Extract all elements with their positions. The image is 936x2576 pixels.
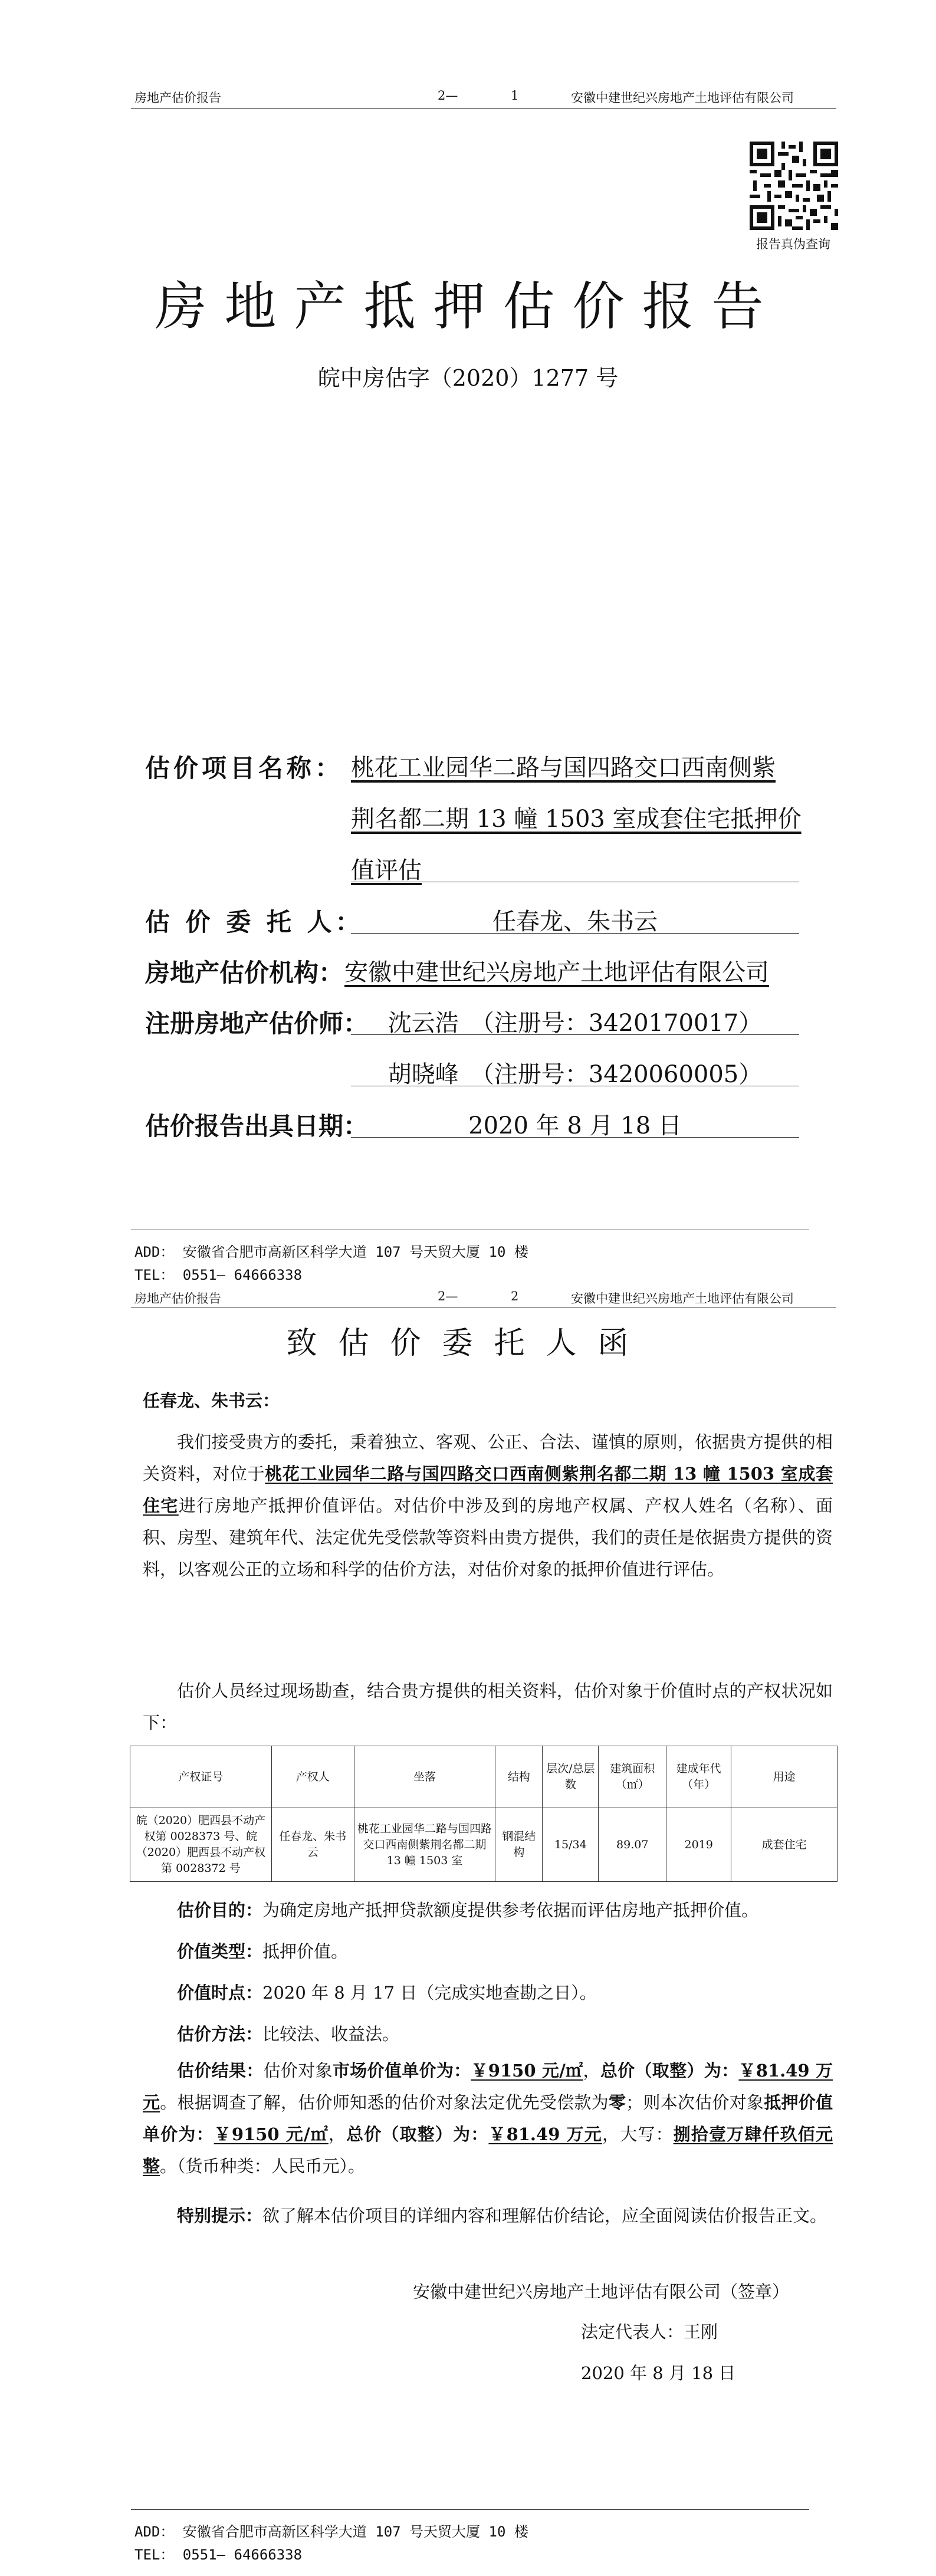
project-name-line-1: 桃花工业园华二路与国四路交口西南侧紫 xyxy=(351,754,776,781)
table-row xyxy=(130,1808,838,1882)
table-header-cell: 用途 xyxy=(731,1746,838,1808)
header-page-number: 1 xyxy=(511,88,519,103)
table-cell: 钢混结构 xyxy=(495,1808,543,1882)
paragraph-1: 我们接受贵方的委托，秉着独立、客观、公正、合法、谨慎的原则，依据贵方提供的相关资料，对位于桃花工业园华二路与国四路交口西南侧紫荆名都二期 13 幢 1503 室成套住宅进行房地产抵押价值评估。对估价中涉及到的房地产权属、产权人姓名（名称）、面积、房型、建筑年代、法定优先受偿款等资料由贵方提供，我们的责任是依据贵方提供的资料，以客观公正的立场和科学的估价方法，对估价对象的抵押价值进行评估。 xyxy=(143,1432,833,1579)
agency-value: 安徽中建世纪兴房地产土地评估有限公司 xyxy=(344,959,769,986)
signature-company: 安徽中建世纪兴房地产土地评估有限公司（签章） xyxy=(413,2282,790,2302)
table-header-cell: 建筑面积（㎡） xyxy=(599,1746,666,1808)
table-header-cell: 坐落 xyxy=(354,1746,495,1808)
client-label: 估 价 委 托 人： xyxy=(145,908,364,937)
footer-tel: TEL： 0551— 64666338 xyxy=(134,1267,303,1283)
table-header-cell: 建成年代（年） xyxy=(666,1746,731,1808)
table-cell: 2019 xyxy=(666,1808,731,1882)
table-header-row xyxy=(130,1746,838,1808)
footer-rule xyxy=(131,2509,809,2510)
table-header-cell: 产权人 xyxy=(271,1746,354,1808)
footer-tel: TEL： 0551— 64666338 xyxy=(134,2547,303,2563)
header-page-number: 2 xyxy=(511,1289,519,1303)
value-date-line: 价值时点：2020 年 8 月 17 日（完成实地查勘之日）。 xyxy=(177,1983,597,2003)
signature-representative: 法定代表人：王刚 xyxy=(581,2322,718,2342)
report-date-label: 估价报告出具日期： xyxy=(145,1112,369,1141)
report-number: 皖中房估字（2020）1277 号 xyxy=(317,365,619,391)
value-type-line: 价值类型：抵押价值。 xyxy=(177,1941,349,1961)
report-date-underline xyxy=(351,1137,799,1138)
table-cell: 皖（2020）肥西县不动产权第 0028373 号、皖（2020）肥西县不动产权第 0028372 号 xyxy=(130,1808,272,1882)
letter-title: 致估价委托人函 xyxy=(286,1326,650,1361)
table-cell: 任春龙、朱书云 xyxy=(271,1808,354,1882)
qr-label: 报告真伪查询 xyxy=(756,237,830,251)
qr-code-icon xyxy=(750,142,838,230)
agency-label: 房地产估价机构： xyxy=(145,958,344,987)
client-value: 任春龙、朱书云 xyxy=(492,908,658,935)
table-cell: 成套住宅 xyxy=(731,1808,838,1882)
table-header-cell: 层次/总层数 xyxy=(543,1746,599,1808)
footer-address: ADD： 安徽省合肥市高新区科学大道 107 号天贸大厦 10 楼 xyxy=(134,2524,528,2540)
header-page-prefix: 2— xyxy=(438,88,458,103)
report-title: 房地产抵押估价报告 xyxy=(155,276,781,337)
table-header-cell: 产权证号 xyxy=(130,1746,272,1808)
appraiser-label: 注册房地产估价师： xyxy=(145,1009,369,1038)
header-title: 房地产估价报告 xyxy=(134,1292,221,1306)
signature-date: 2020 年 8 月 18 日 xyxy=(581,2363,736,2383)
purpose-line: 估价目的：为确定房地产抵押贷款额度提供参考依据而评估房地产抵押价值。 xyxy=(177,1900,759,1920)
project-name-line-3: 值评估 xyxy=(351,857,422,884)
salutation: 任春龙、朱书云： xyxy=(143,1391,280,1411)
footer-address: ADD： 安徽省合肥市高新区科学大道 107 号天贸大厦 10 楼 xyxy=(134,1244,528,1260)
client-underline xyxy=(351,933,799,934)
header-company: 安徽中建世纪兴房地产土地评估有限公司 xyxy=(571,91,794,105)
project-name-label: 估价项目名称： xyxy=(145,754,344,783)
table-cell: 桃花工业园华二路与国四路交口西南侧紫荆名都二期 13 幢 1503 室 xyxy=(354,1808,495,1882)
project-name-line-2: 荆名都二期 13 幢 1503 室成套住宅抵押价 xyxy=(351,806,802,833)
appraiser-1: 沈云浩 （注册号：3420170017） xyxy=(387,1010,763,1037)
table-cell: 89.07 xyxy=(599,1808,666,1882)
appraiser-2: 胡晓峰 （注册号：3420060005） xyxy=(387,1061,763,1088)
report-date-value: 2020 年 8 月 18 日 xyxy=(468,1112,682,1139)
paragraph-2: 估价人员经过现场勘查，结合贵方提供的相关资料，估价对象于价值时点的产权状况如下： xyxy=(143,1681,833,1733)
table-header-cell: 结构 xyxy=(495,1746,543,1808)
header-title: 房地产估价报告 xyxy=(134,91,221,105)
special-note: 特别提示：欲了解本估价项目的详细内容和理解估价结论，应全面阅读估价报告正文。 xyxy=(177,2206,827,2226)
result-paragraph: 估价结果：估价对象市场价值单价为：￥9150 元/㎡，总价（取整）为：￥81.49 万元。根据调查了解，估价师知悉的估价对象法定优先受偿款为零；则本次估价对象抵押价值单价为：￥9150 元/㎡，总价（取整）为：￥81.49 万元，大写：捌拾壹万肆仟玖佰元整。（货币种类：人民币元）。 xyxy=(143,2061,833,2176)
header-page-prefix: 2— xyxy=(438,1289,458,1303)
header-rule xyxy=(131,108,836,109)
appraiser-1-underline xyxy=(351,1034,799,1035)
property-table xyxy=(130,1746,838,1882)
header-company: 安徽中建世纪兴房地产土地评估有限公司 xyxy=(571,1292,794,1306)
table-cell: 15/34 xyxy=(543,1808,599,1882)
methods-line: 估价方法：比较法、收益法。 xyxy=(177,2024,400,2044)
